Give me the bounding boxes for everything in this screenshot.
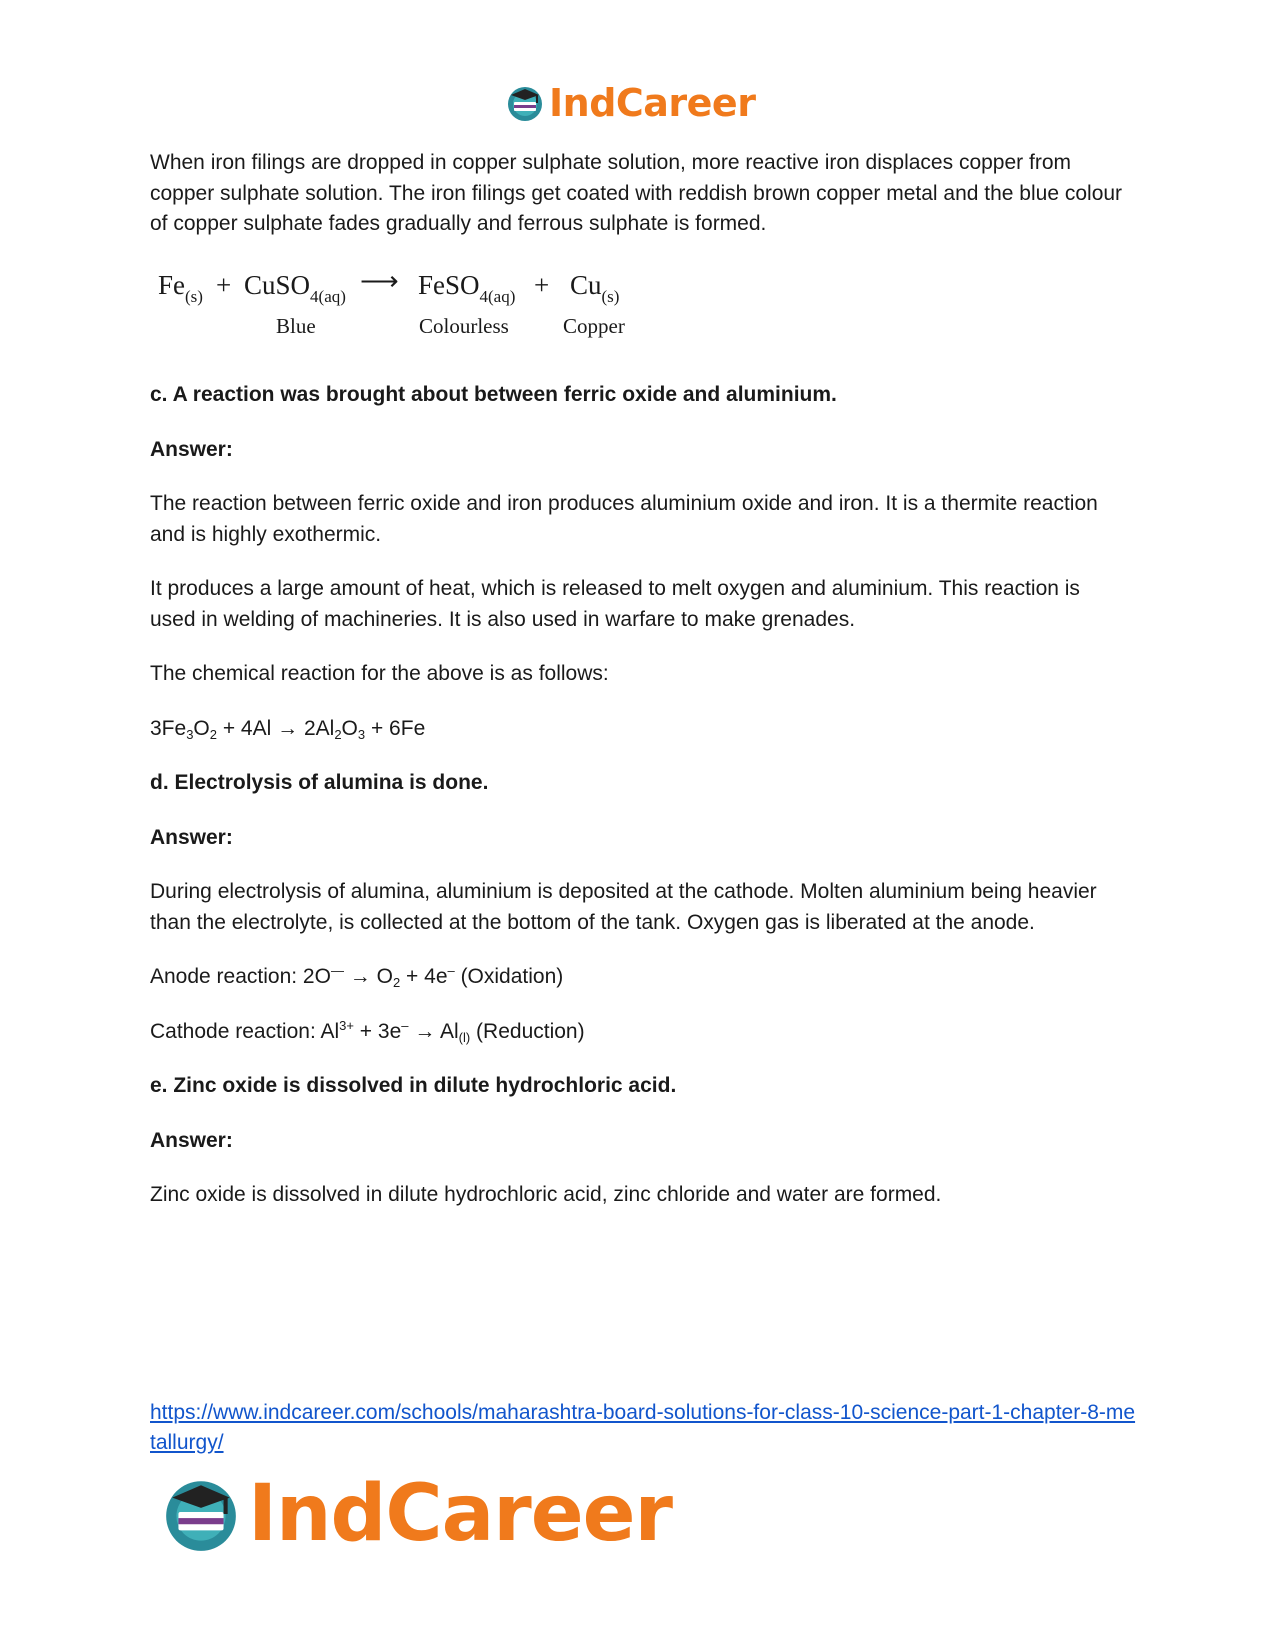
answer-label-c: Answer: — [150, 437, 233, 461]
eq-feso4: FeSO$_{4(aq)}$ — [418, 270, 516, 306]
indcareer-logo-top[interactable] — [505, 80, 755, 126]
answer-c-paragraph-1: The reaction between ferric oxide and iron produces aluminium oxide and iron. It is a thermite reaction and is highly exothermic. — [150, 492, 1098, 546]
label-blue: Blue — [276, 314, 316, 338]
cathode-reaction: Cathode reaction: $Al^{3+} + 3e^- \to Al_{(l)}$ (Reduction) — [150, 1017, 585, 1045]
answer-c-paragraph-2: It produces a large amount of heat, which is released to melt oxygen and aluminium. This reaction is used in welding of machineries. It is also used in warfare to make grenades. — [150, 577, 1080, 631]
eq-fe: $Fe_{(s)}$ — [158, 270, 203, 306]
logo-wordmark: IndCareer — [549, 81, 756, 125]
indcareer-logo-bottom[interactable] — [160, 1468, 672, 1560]
label-copper: Copper — [563, 314, 625, 338]
question-c: c. A reaction was brought about between ferric oxide and aluminium. — [150, 383, 837, 406]
graduation-cap-book-globe-icon — [160, 1473, 242, 1555]
eq-plus-1: + — [216, 270, 232, 300]
eq-cuso4: CuSO$_{4(aq)}$ — [244, 270, 346, 306]
eq-plus-2: + — [534, 270, 550, 300]
intro-paragraph: When iron filings are dropped in copper sulphate solution, more reactive iron displaces copper from copper sulphate solution. The iron filings get coated with reddish brown copper metal and the blue colour of copper sulphate fades gradually and ferrous sulphate is formed. — [150, 151, 1123, 235]
eq-cu: $Cu_{(s)}$ — [570, 270, 620, 306]
question-d: d. Electrolysis of alumina is done. — [150, 771, 489, 794]
iron-copper-sulphate-equation — [158, 266, 678, 346]
section-c — [150, 380, 1130, 1211]
answer-e-paragraph-1: Zinc oxide is dissolved in dilute hydrochloric acid, zinc chloride and water are formed. — [150, 1183, 942, 1206]
answer-label-e: Answer: — [150, 1128, 233, 1152]
answer-d-paragraph-1: During electrolysis of alumina, aluminium is deposited at the cathode. Molten aluminium being heavier than the electrolyte, is collected at the bottom of the tank. Oxygen gas is liberated at the anode. — [150, 880, 1097, 934]
graduation-cap-book-globe-icon — [505, 83, 545, 123]
eq-arrow: ⟶ — [360, 266, 399, 296]
question-e: e. Zinc oxide is dissolved in dilute hydrochloric acid. — [150, 1074, 677, 1097]
anode-reaction: Anode reaction: $2O^— \to O_2 + 4e^-$ (Oxidation) — [150, 963, 564, 990]
label-colourless: Colourless — [419, 314, 509, 338]
footer-source-link[interactable]: https://www.indcareer.com/schools/maharashtra-board-solutions-for-class-10-science-part-1-chapter-8-metallurgy/ — [150, 1401, 1136, 1454]
page-content — [150, 148, 1130, 240]
thermite-equation: $3Fe_3O_2 + 4Al \to 2Al_2O_3 + 6Fe$ — [150, 716, 426, 742]
answer-c-paragraph-3: The chemical reaction for the above is as follows: — [150, 662, 609, 685]
logo-wordmark: IndCareer — [248, 1469, 672, 1559]
answer-label-d: Answer: — [150, 825, 233, 849]
